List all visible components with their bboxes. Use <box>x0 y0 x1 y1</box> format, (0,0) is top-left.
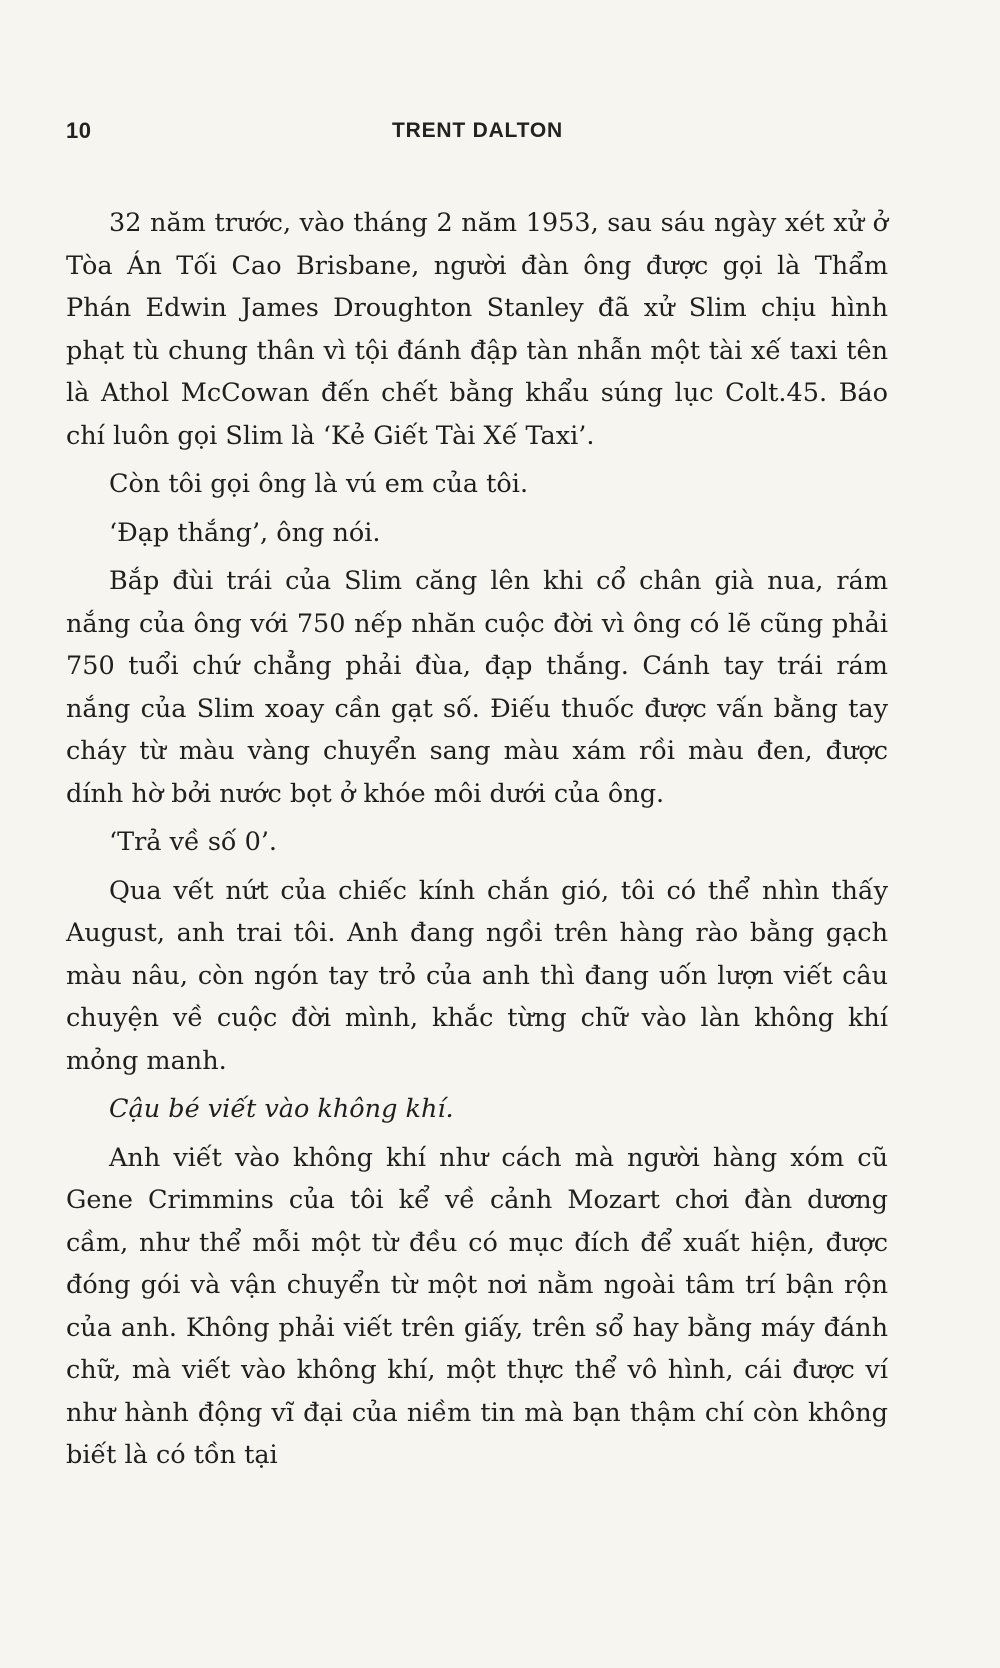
paragraph: ‘Đạp thắng’, ông nói. <box>109 517 381 548</box>
paragraph: Anh viết vào không khí như cách mà người hàng xóm cũ Gene Crimmins của tôi kể về cảnh Mozart chơi đàn dương cầm, như thể mỗi một từ đều có mục đích để xuất hiện, được đóng gói và vận chuyển từ một nơi nằm ngoài tâm trí bận rộn của anh. Không phải viết trên giấy, trên sổ hay bằng máy đánh chữ, mà viết vào không khí, một thực thể vô hình, cái được ví như hành động vĩ đại của niềm tin mà bạn thậm chí còn không biết là có tồn tại <box>66 1142 888 1470</box>
paragraph: ‘Trả về số 0’. <box>109 827 278 857</box>
page-number: 10 <box>66 118 92 143</box>
running-head-author: TRENT DALTON <box>392 119 563 142</box>
paragraph: 32 năm trước, vào tháng 2 năm 1953, sau sáu ngày xét xử ở Tòa Án Tối Cao Brisbane, người đàn ông được gọi là Thẩm Phán Edwin James Droughton Stanley đã xử Slim chịu hình phạt tù chung thân vì tội đánh đập tàn nhẫn một tài xế taxi tên là Athol McCowan đến chết bằng khẩu súng lục Colt.45. Báo chí luôn gọi Slim là ‘Kẻ Giết Tài Xế Taxi’. <box>66 208 888 451</box>
paragraph-italic: Cậu bé viết vào không khí. <box>109 1094 454 1124</box>
paragraph: Còn tôi gọi ông là vú em của tôi. <box>109 469 529 499</box>
body-text <box>66 202 888 1483</box>
paragraph: Qua vết nứt của chiếc kính chắn gió, tôi có thể nhìn thấy August, anh trai tôi. Anh đang ngồi trên hàng rào bằng gạch màu nâu, còn ngón tay trỏ của anh thì đang uốn lượn viết câu chuyện về cuộc đời mình, khắc từng chữ vào làn không khí mỏng manh. <box>66 875 888 1076</box>
paragraph: Bắp đùi trái của Slim căng lên khi cổ chân già nua, rám nắng của ông với 750 nếp nhăn cuộc đời vì ông có lẽ cũng phải 750 tuổi chứ chẳng phải đùa, đạp thắng. Cánh tay trái rám nắng của Slim xoay cần gạt số. Điếu thuốc được vấn bằng tay cháy từ màu vàng chuyển sang màu xám rồi màu đen, được dính hờ bởi nước bọt ở khóe môi dưới của ông. <box>66 566 888 809</box>
